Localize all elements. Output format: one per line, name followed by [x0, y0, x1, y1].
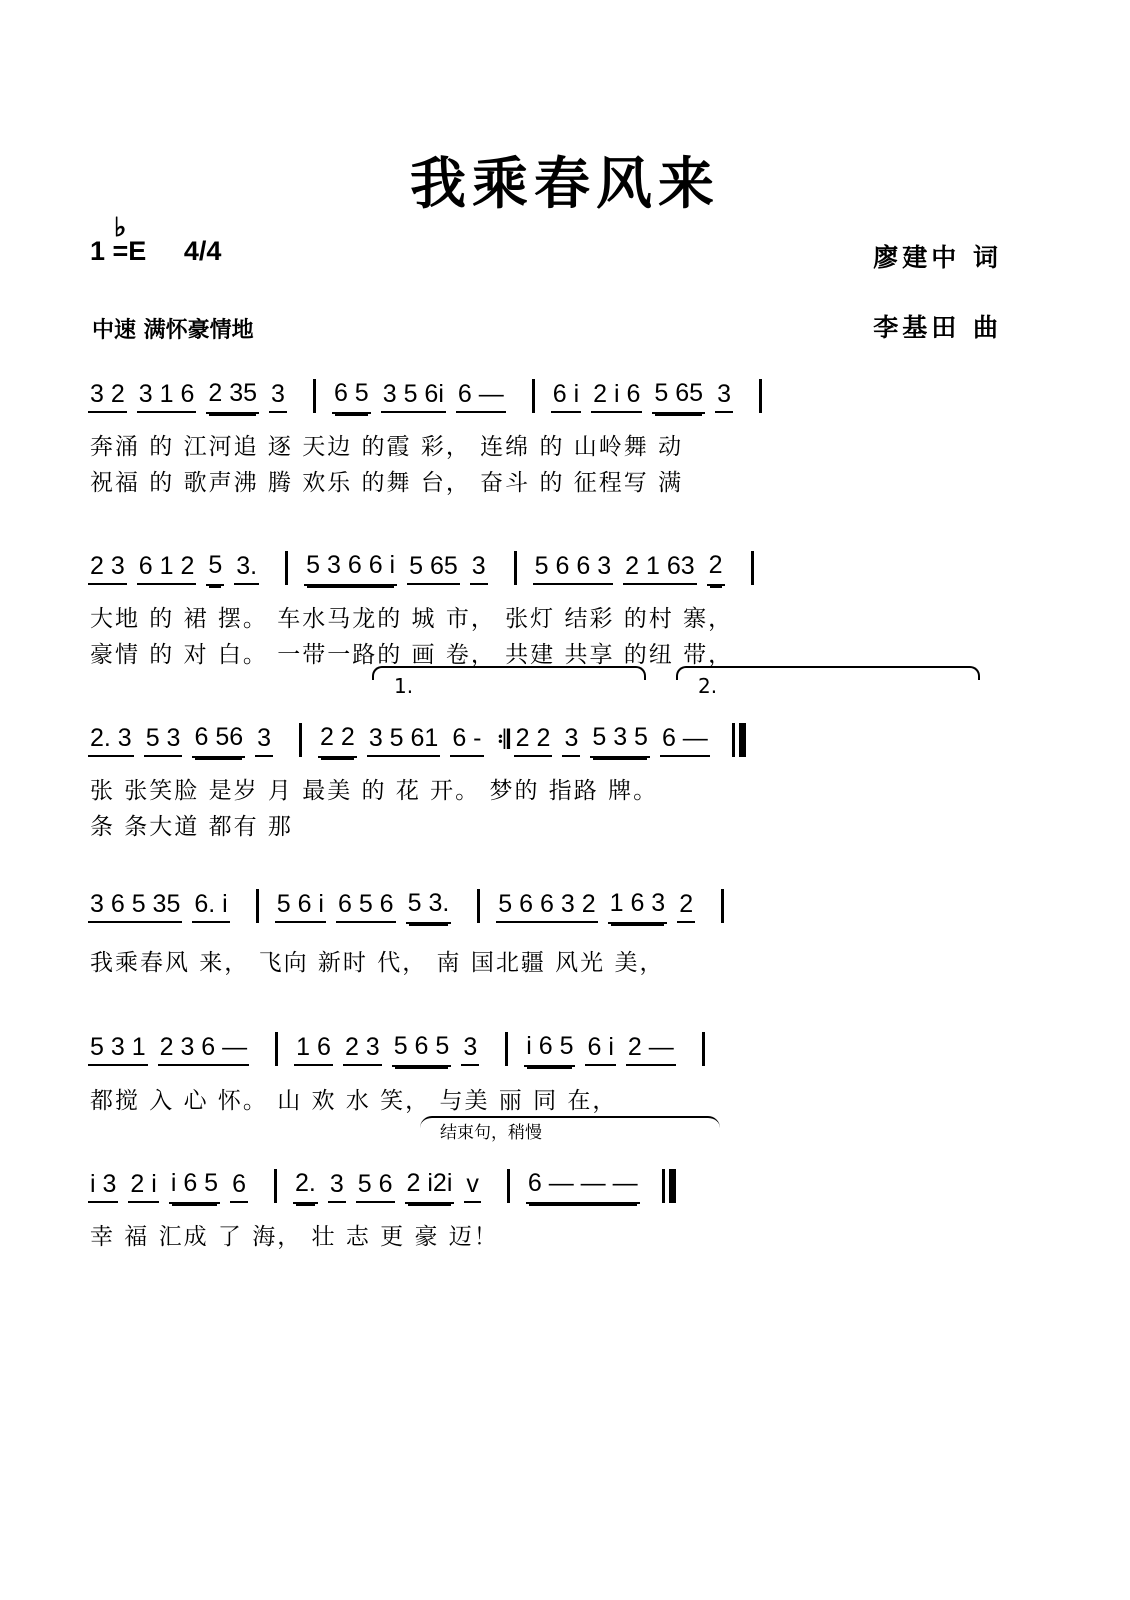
note-group: 1 6 3 — [608, 889, 668, 924]
note-group: 6 — — — — [526, 1169, 640, 1204]
key-signature — [90, 212, 222, 267]
note-group: 2 2 — [514, 724, 553, 757]
note-group: 2 — [677, 890, 695, 923]
note-group: 3 — [269, 380, 287, 413]
note-group: 3 — [470, 552, 488, 585]
bar-line — [313, 379, 316, 413]
thick-bar — [739, 723, 746, 757]
note-group: 3 5 6i — [381, 380, 446, 413]
thick-bar — [669, 1169, 676, 1203]
note-group: 2 3 6 — — [158, 1033, 250, 1066]
bar-line — [751, 551, 754, 585]
note-group: 3 — [255, 724, 273, 757]
bar-line — [505, 1032, 508, 1066]
bar-line — [507, 1169, 510, 1203]
note-group: 6 — — [456, 380, 506, 413]
note-group: 3 — [715, 380, 733, 413]
note-group: 6 - — [450, 724, 483, 757]
lyrics-verse-1-line-5: 都搅 入 心 怀。 山 欢 水 笑， 与美 丽 同 在， — [90, 1088, 618, 1114]
repeat-sign: 𝄇 — [497, 725, 510, 754]
notation-line-6 — [88, 1162, 1018, 1210]
note-group: 5 6 — [356, 1170, 395, 1203]
note-group: 2 3 — [343, 1033, 382, 1066]
bar-line — [532, 379, 535, 413]
note-group: 5 65 — [407, 552, 460, 585]
bar-line — [759, 379, 762, 413]
lyrics-verse-1-line-6: 幸 福 汇成 了 海， 壮 志 更 豪 迈！ — [90, 1224, 499, 1250]
note-group: i 3 — [88, 1170, 118, 1203]
note-group: 3 1 6 — [137, 380, 197, 413]
bar-line — [274, 1169, 277, 1203]
note-group: 5 6 6 3 — [533, 552, 613, 585]
tempo-marking: 中速 满怀豪情地 — [92, 318, 254, 343]
note-group: 6 — [230, 1170, 248, 1203]
composer: 李基田 曲 — [873, 313, 1002, 342]
note-group: 5 3 6 6 i — [304, 551, 397, 586]
lyrics-verse-1-line-4: 我乘春风 来， 飞向 新时 代， 南 国北疆 风光 美， — [90, 950, 665, 976]
note-group: 3 5 61 — [367, 724, 441, 757]
note-group: 1 6 — [294, 1033, 333, 1066]
note-group: 2 i2i — [405, 1169, 455, 1204]
note-group: 5 3 — [144, 724, 183, 757]
note-group: 2. — [293, 1169, 318, 1204]
note-group: 6 1 2 — [137, 552, 197, 585]
note-group: 2 — — [626, 1033, 676, 1066]
volta-1: 1. — [372, 666, 646, 680]
notation-line-4 — [88, 882, 1018, 930]
note-group: 5 6 5 — [392, 1032, 452, 1067]
note-group: 2 3 — [88, 552, 127, 585]
note-group: 2 1 63 — [623, 552, 697, 585]
final-bar-line — [662, 1169, 665, 1203]
note-group: 5 6 6 3 2 — [496, 890, 597, 923]
volta-2: 2. — [676, 666, 980, 680]
lyrics-verse-2-line-1: 祝福 的 歌声沸 腾 欢乐 的舞 台， 奋斗 的 征程写 满 — [90, 470, 684, 496]
final-bar-line — [732, 723, 735, 757]
note-group: 6 — — [660, 724, 710, 757]
note-group: 5 6 i — [275, 890, 326, 923]
lyrics-verse-1-line-3: 张 张笑脸 是岁 月 最美 的 花 开。 梦的 指路 牌。 — [90, 778, 659, 804]
key-note: E — [128, 236, 147, 266]
key-prefix: 1 = — [90, 236, 129, 266]
note-group: 2 35 — [206, 379, 259, 414]
note-group: 5 3. — [406, 889, 452, 924]
note-group: 3 6 5 35 — [88, 890, 182, 923]
ending-instruction: 结束句，稍慢 — [440, 1123, 542, 1143]
note-group: 3. — [234, 552, 259, 585]
note-group: 5 — [206, 551, 224, 586]
lyrics-verse-2-line-3: 条 条大道 都有 那 — [90, 814, 293, 840]
flat-sign: ♭ — [114, 212, 127, 242]
note-group: v — [464, 1170, 481, 1203]
lyricist: 廖建中 词 — [873, 243, 1002, 272]
bar-line — [256, 889, 259, 923]
note-group: 6 5 6 — [336, 890, 396, 923]
bar-line — [477, 889, 480, 923]
note-group: i 6 5 — [169, 1169, 220, 1204]
song-title: 我乘春风来 — [410, 151, 720, 217]
note-group: i 6 5 — [524, 1032, 575, 1067]
note-group: 2 2 — [318, 723, 357, 758]
lyrics-verse-2-line-2: 豪情 的 对 白。 一带一路的 画 卷， 共建 共享 的纽 带， — [90, 642, 734, 668]
note-group: 6 56 — [192, 723, 245, 758]
note-group: 2 i 6 — [591, 380, 642, 413]
bar-line — [514, 551, 517, 585]
note-group: 6. i — [192, 890, 229, 923]
notation-line-1 — [88, 372, 1018, 420]
notation-line-2 — [88, 544, 1018, 592]
bar-line — [275, 1032, 278, 1066]
bar-line — [285, 551, 288, 585]
note-group: 3 — [461, 1033, 479, 1066]
note-group: 6 i — [585, 1033, 615, 1066]
note-group: 5 65 — [652, 379, 705, 414]
lyrics-verse-1-line-2: 大地 的 裙 摆。 车水马龙的 城 市， 张灯 结彩 的村 寨， — [90, 606, 734, 632]
note-group: 2. 3 — [88, 724, 134, 757]
note-group: 3 2 — [88, 380, 127, 413]
note-group: 5 3 1 — [88, 1033, 148, 1066]
note-group: 2 i — [128, 1170, 158, 1203]
note-group: 3 — [328, 1170, 346, 1203]
notation-line-5 — [88, 1025, 1018, 1073]
note-group: 5 3 5 — [590, 723, 650, 758]
bar-line — [721, 889, 724, 923]
note-group: 6 i — [551, 380, 581, 413]
bar-line — [299, 723, 302, 757]
bar-line — [702, 1032, 705, 1066]
note-group: 6 5 — [332, 379, 371, 414]
note-group: 2 — [707, 551, 725, 586]
notation-line-3 — [88, 716, 1018, 764]
lyrics-verse-1-line-1: 奔涌 的 江河追 逐 天边 的霞 彩， 连绵 的 山岭舞 动 — [90, 434, 684, 460]
note-group: 3 — [562, 724, 580, 757]
time-signature: 4/4 — [183, 236, 222, 266]
